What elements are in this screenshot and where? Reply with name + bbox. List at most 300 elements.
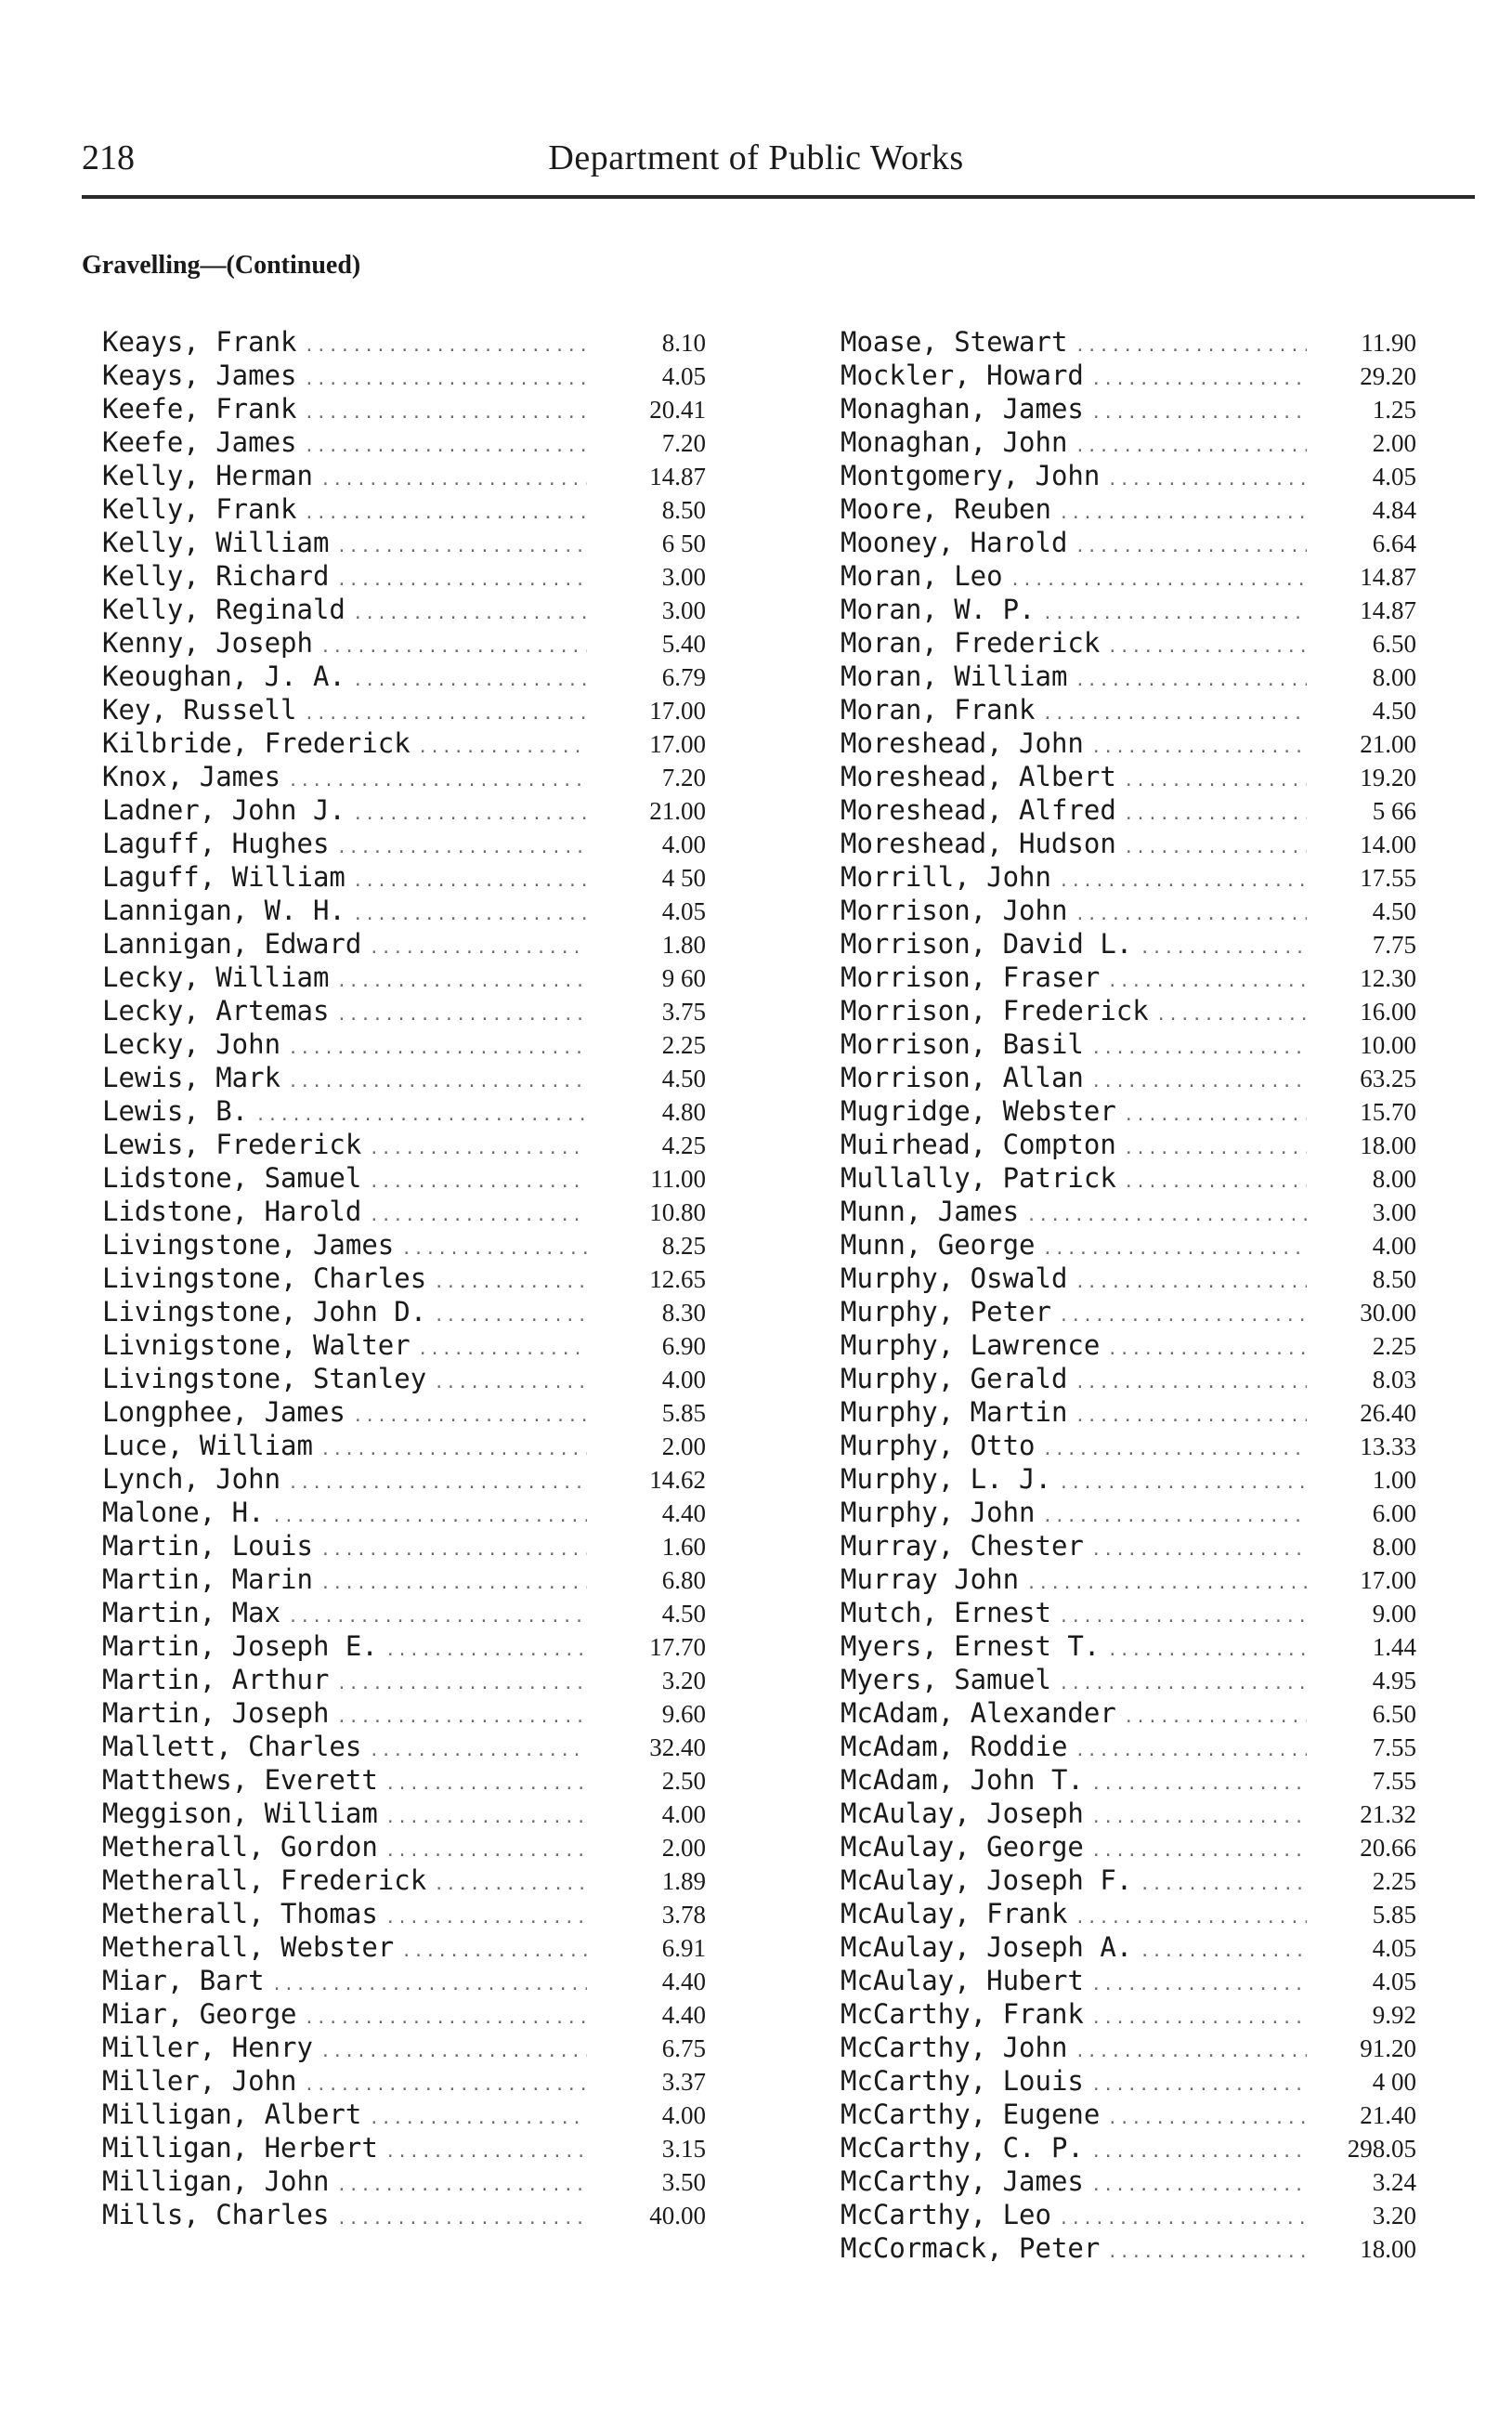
payment-amount: 7.55 [1372, 1733, 1416, 1761]
payment-amount: 10.80 [649, 1198, 706, 1226]
dot-leader [336, 965, 587, 999]
payment-amount: 2.25 [1372, 1867, 1416, 1895]
payment-amount: 8.03 [1372, 1366, 1416, 1393]
payee-name: Mills, Charles [102, 2199, 330, 2230]
payee-name: Moran, W. P. [841, 594, 1036, 625]
payment-amount: 4.05 [1372, 1968, 1416, 1995]
payee-name: Meggison, William [102, 1798, 378, 1829]
payee-name: Moreshead, John [841, 727, 1084, 759]
payment-amount: 3.20 [1372, 2202, 1416, 2229]
dot-leader [1091, 731, 1307, 765]
dot-leader [336, 999, 587, 1032]
dot-leader [353, 597, 587, 631]
payee-name: Metherall, Frederick [102, 1864, 427, 1896]
dot-leader [401, 1233, 587, 1266]
payment-amount: 4.05 [1372, 1934, 1416, 1962]
payment-amount: 2.25 [1372, 1332, 1416, 1360]
payment-amount: 7.20 [661, 429, 706, 457]
dot-leader [1075, 430, 1307, 464]
list-item [841, 559, 1416, 593]
payment-amount: 5.40 [661, 630, 706, 658]
list-item [841, 1094, 1416, 1128]
list-item [841, 961, 1416, 994]
dot-leader [418, 1333, 587, 1366]
dot-leader [1107, 1333, 1307, 1366]
payment-amount: 4.25 [661, 1131, 706, 1159]
payee-name: McAulay, Frank [841, 1898, 1068, 1929]
payee-name: Keefe, Frank [102, 393, 297, 425]
dot-leader [1043, 1433, 1307, 1467]
list-item [102, 894, 706, 927]
list-item [102, 559, 706, 593]
list-item [841, 1830, 1416, 1863]
list-item [102, 1094, 706, 1128]
payment-amount: 8.50 [1372, 1265, 1416, 1293]
payee-name: McAulay, Joseph F. [841, 1864, 1133, 1896]
dot-leader [1124, 1099, 1307, 1132]
payee-name: Murphy, Peter [841, 1296, 1051, 1327]
dot-leader [1075, 664, 1307, 698]
payment-amount: 4.50 [1372, 697, 1416, 725]
dot-leader [320, 1433, 587, 1467]
list-item [102, 961, 706, 994]
dot-leader [1124, 798, 1307, 831]
list-item [841, 2131, 1416, 2164]
payee-name: McAulay, George [841, 1831, 1084, 1863]
payment-amount: 8.30 [661, 1299, 706, 1327]
payee-name: McAdam, Roddie [841, 1731, 1068, 1762]
left-column [102, 325, 706, 2231]
dot-leader [305, 2002, 587, 2035]
payment-amount: 12.65 [649, 1265, 706, 1293]
payment-amount: 4.40 [661, 2001, 706, 2029]
payment-amount: 2.50 [661, 1767, 706, 1795]
list-item [102, 1027, 706, 1061]
list-item [102, 1863, 706, 1897]
dot-leader [336, 2203, 587, 2236]
payment-amount: 4.00 [661, 1800, 706, 1828]
payment-amount: 17.00 [1360, 1566, 1416, 1594]
list-item [102, 1362, 706, 1395]
dot-leader [1075, 1734, 1307, 1768]
payee-name: Muirhead, Compton [841, 1129, 1116, 1160]
payee-name: Murphy, Oswald [841, 1262, 1068, 1294]
payment-amount: 14.87 [1360, 596, 1416, 624]
payee-name: Miller, Henry [102, 2032, 313, 2063]
dot-leader [288, 1467, 587, 1500]
dot-leader [1124, 831, 1307, 865]
list-item [841, 860, 1416, 894]
payment-amount: 6 50 [661, 530, 706, 557]
dot-leader [1124, 1132, 1307, 1166]
list-item [841, 693, 1416, 726]
payee-name: McAdam, Alexander [841, 1697, 1116, 1729]
payee-name: Livingstone, John D. [102, 1296, 427, 1327]
list-item [841, 1128, 1416, 1161]
list-item [841, 1228, 1416, 1262]
dot-leader [369, 2102, 587, 2136]
payment-amount: 4.00 [661, 1366, 706, 1393]
payee-name: McCarthy, Frank [841, 1998, 1084, 2030]
list-item [102, 1462, 706, 1496]
list-item [102, 325, 706, 359]
list-item [102, 1930, 706, 1964]
list-item [102, 793, 706, 827]
payee-name: Morrison, David L. [841, 928, 1133, 960]
list-item [841, 2098, 1416, 2131]
payment-amount: 19.20 [1360, 764, 1416, 791]
payment-amount: 9.00 [1372, 1600, 1416, 1628]
dot-leader [1091, 2002, 1307, 2035]
payment-amount: 3.24 [1372, 2168, 1416, 2196]
dot-leader [1107, 2236, 1307, 2269]
payment-amount: 4.50 [1372, 897, 1416, 925]
payment-amount: 6.00 [1372, 1499, 1416, 1527]
list-item [102, 425, 706, 459]
list-item [102, 2031, 706, 2064]
payment-amount: 4 50 [661, 864, 706, 892]
payment-amount: 3.20 [661, 1667, 706, 1694]
payment-amount: 15.70 [1360, 1098, 1416, 1126]
payment-amount: 6.75 [661, 2034, 706, 2062]
list-item [841, 593, 1416, 626]
list-item [102, 1997, 706, 2031]
list-item [841, 1797, 1416, 1830]
dot-leader [434, 1366, 587, 1400]
dot-leader [434, 1300, 587, 1333]
list-item [841, 1462, 1416, 1496]
list-item [102, 1295, 706, 1328]
payment-amount: 9 60 [661, 964, 706, 992]
payment-amount: 8.50 [661, 496, 706, 524]
list-item [841, 1027, 1416, 1061]
payee-name: Keefe, James [102, 426, 297, 458]
payee-name: Kilbride, Frederick [102, 727, 411, 759]
list-item [841, 894, 1416, 927]
dot-leader [336, 1667, 587, 1701]
payment-amount: 9.92 [1372, 2001, 1416, 2029]
payee-name: Myers, Ernest T. [841, 1630, 1101, 1662]
payee-name: Laguff, William [102, 861, 345, 893]
dot-leader [353, 865, 587, 898]
payment-amount: 21.40 [1360, 2101, 1416, 2129]
dot-leader [1091, 1032, 1307, 1066]
dot-leader [288, 1066, 587, 1099]
dot-leader [1026, 1199, 1307, 1233]
list-item [102, 1161, 706, 1195]
payment-amount: 5.85 [1372, 1901, 1416, 1929]
payment-amount: 4.95 [1372, 1667, 1416, 1694]
dot-leader [1091, 1968, 1307, 2002]
list-item [102, 1195, 706, 1228]
dot-leader [385, 1768, 587, 1801]
payment-amount: 8.00 [1372, 1165, 1416, 1193]
payee-name: Murphy, Otto [841, 1430, 1036, 1461]
payment-amount: 4.40 [661, 1968, 706, 1995]
list-item [102, 359, 706, 392]
payment-amount: 8.10 [661, 329, 706, 357]
dot-leader [1075, 530, 1307, 564]
payee-name: Monaghan, James [841, 393, 1084, 425]
dot-leader [385, 1634, 587, 1667]
list-item [102, 1730, 706, 1763]
list-item [841, 359, 1416, 392]
list-item [102, 726, 706, 760]
dot-leader [1140, 1935, 1307, 1968]
dot-leader [369, 932, 587, 965]
dot-leader [320, 2035, 587, 2069]
dot-leader [1075, 1400, 1307, 1433]
dot-leader [336, 530, 587, 564]
payment-amount: 8.00 [1372, 1533, 1416, 1561]
running-title: Department of Public Works [548, 138, 964, 177]
payment-amount: 3.15 [661, 2135, 706, 2163]
payment-amount: 2.00 [661, 1834, 706, 1862]
list-item [841, 459, 1416, 492]
dot-leader [369, 1734, 587, 1768]
list-item [841, 1328, 1416, 1362]
list-item [102, 927, 706, 961]
payee-name: Murphy, Gerald [841, 1363, 1068, 1394]
list-item [102, 860, 706, 894]
payment-amount: 17.00 [649, 730, 706, 758]
payment-amount: 12.30 [1360, 964, 1416, 992]
list-item [102, 760, 706, 793]
list-item [841, 626, 1416, 660]
dot-leader [1010, 564, 1307, 597]
payment-amount: 13.33 [1360, 1432, 1416, 1460]
dot-leader [1059, 497, 1307, 530]
payee-name: Milligan, John [102, 2165, 330, 2197]
payee-name: Livingstone, Charles [102, 1262, 427, 1294]
payee-name: Myers, Samuel [841, 1664, 1051, 1695]
list-item [102, 1529, 706, 1563]
payee-name: Morrison, Fraser [841, 961, 1101, 993]
payment-amount: 29.20 [1360, 362, 1416, 390]
list-item [102, 492, 706, 526]
payment-amount: 6.50 [1372, 630, 1416, 658]
payment-amount: 4.00 [1372, 1232, 1416, 1260]
dot-leader [1107, 2102, 1307, 2136]
payee-name: Martin, Marin [102, 1563, 313, 1595]
list-item [841, 2198, 1416, 2231]
payment-amount: 3.37 [661, 2068, 706, 2096]
dot-leader [1156, 999, 1307, 1032]
list-item [102, 1563, 706, 1596]
list-item [102, 1596, 706, 1629]
list-item [841, 1161, 1416, 1195]
right-column [841, 325, 1416, 2265]
dot-leader [1091, 2169, 1307, 2203]
payment-amount: 8.25 [661, 1232, 706, 1260]
payment-amount: 4.05 [661, 362, 706, 390]
payment-amount: 4.50 [661, 1600, 706, 1628]
payee-name: Moran, Frederick [841, 627, 1101, 659]
dot-leader [1075, 1366, 1307, 1400]
payment-amount: 7.55 [1372, 1767, 1416, 1795]
payment-amount: 2.25 [661, 1031, 706, 1059]
payee-name: Mugridge, Webster [841, 1095, 1116, 1127]
list-item [102, 526, 706, 559]
payee-name: Moran, Leo [841, 560, 1003, 592]
list-item [841, 1730, 1416, 1763]
payee-name: Miar, Bart [102, 1965, 265, 1996]
payee-name: Lidstone, Harold [102, 1196, 362, 1227]
payee-name: Murray, Chester [841, 1530, 1084, 1562]
list-item [841, 2231, 1416, 2265]
list-item [841, 1563, 1416, 1596]
dot-leader [434, 1266, 587, 1300]
dot-leader [1091, 1768, 1307, 1801]
dot-leader [320, 631, 587, 664]
payee-name: Murphy, John [841, 1497, 1036, 1528]
dot-leader [320, 1534, 587, 1567]
list-item [102, 1429, 706, 1462]
payment-amount: 20.41 [649, 396, 706, 424]
list-item [102, 626, 706, 660]
list-item [102, 1797, 706, 1830]
list-item [841, 726, 1416, 760]
dot-leader [305, 330, 587, 363]
payee-name: Lecky, John [102, 1028, 281, 1060]
dot-leader [1075, 1266, 1307, 1300]
payment-amount: 11.00 [650, 1165, 706, 1193]
payee-name: Kelly, Frank [102, 493, 297, 525]
payment-amount: 63.25 [1360, 1065, 1416, 1092]
list-item [102, 693, 706, 726]
payee-name: Moore, Reuben [841, 493, 1051, 525]
dot-leader [336, 2169, 587, 2203]
payee-name: Monaghan, John [841, 426, 1068, 458]
payment-amount: 6.64 [1372, 530, 1416, 557]
payee-name: Martin, Joseph E. [102, 1630, 378, 1662]
payee-name: Malone, H. [102, 1497, 265, 1528]
payee-name: Lewis, Frederick [102, 1129, 362, 1160]
payee-name: Moreshead, Albert [841, 761, 1116, 792]
list-item [102, 593, 706, 626]
payment-amount: 6.50 [1372, 1700, 1416, 1728]
payee-name: Mutch, Ernest [841, 1597, 1051, 1628]
payment-amount: 17.55 [1360, 864, 1416, 892]
dot-leader [1091, 1801, 1307, 1835]
list-item [841, 1362, 1416, 1395]
list-item [841, 927, 1416, 961]
payee-name: Munn, George [841, 1229, 1036, 1261]
payment-amount: 16.00 [1360, 998, 1416, 1026]
payee-name: Lecky, William [102, 961, 330, 993]
list-item [841, 1295, 1416, 1328]
list-item [102, 1395, 706, 1429]
dot-leader [369, 1166, 587, 1199]
payee-name: Martin, Joseph [102, 1697, 330, 1729]
payee-name: Kenny, Joseph [102, 627, 313, 659]
list-item [102, 1696, 706, 1730]
payee-name: Mockler, Howard [841, 360, 1084, 391]
payee-name: Keays, James [102, 360, 297, 391]
payee-name: Martin, Max [102, 1597, 281, 1628]
list-item [841, 2064, 1416, 2098]
dot-leader [272, 1968, 587, 2002]
payment-amount: 3.75 [661, 998, 706, 1026]
payee-name: Miar, George [102, 1998, 297, 2030]
list-item [841, 793, 1416, 827]
payee-name: McAulay, Hubert [841, 1965, 1084, 1996]
dot-leader [1140, 932, 1307, 965]
list-item [841, 526, 1416, 559]
payee-name: Murphy, L. J. [841, 1463, 1051, 1495]
payment-amount: 9.60 [661, 1700, 706, 1728]
dot-leader [353, 898, 587, 932]
payee-name: Mallett, Charles [102, 1731, 362, 1762]
payee-name: Kelly, Reginald [102, 594, 345, 625]
dot-leader [336, 831, 587, 865]
list-item [841, 1529, 1416, 1563]
payee-name: Moreshead, Hudson [841, 828, 1116, 859]
list-item [841, 994, 1416, 1027]
dot-leader [434, 1868, 587, 1902]
list-item [841, 760, 1416, 793]
payee-name: McAulay, Joseph A. [841, 1931, 1133, 1963]
dot-leader [385, 2136, 587, 2169]
list-item [841, 492, 1416, 526]
payee-name: Lannigan, Edward [102, 928, 362, 960]
dot-leader [369, 1132, 587, 1166]
dot-leader [1091, 397, 1307, 430]
dot-leader [1124, 765, 1307, 798]
dot-leader [320, 1567, 587, 1601]
payment-amount: 1.89 [661, 1867, 706, 1895]
payment-amount: 14.87 [649, 463, 706, 490]
list-item [102, 1763, 706, 1797]
dot-leader [1091, 363, 1307, 397]
list-item [102, 827, 706, 860]
dot-leader [1075, 2035, 1307, 2069]
payee-name: Murphy, Lawrence [841, 1329, 1101, 1361]
dot-leader [353, 664, 587, 698]
payment-amount: 4.50 [661, 1065, 706, 1092]
dot-leader [418, 731, 587, 765]
payment-amount: 3.00 [661, 596, 706, 624]
payee-name: Lynch, John [102, 1463, 281, 1495]
payment-amount: 3.00 [661, 563, 706, 591]
dot-leader [1091, 1066, 1307, 1099]
payee-name: McCarthy, John [841, 2032, 1068, 2063]
payee-name: Moran, William [841, 660, 1068, 692]
payment-amount: 1.44 [1372, 1633, 1416, 1661]
payee-name: Milligan, Herbert [102, 2132, 378, 2164]
payment-amount: 26.40 [1360, 1399, 1416, 1427]
dot-leader [1059, 865, 1307, 898]
payee-name: Murray John [841, 1563, 1020, 1595]
payment-amount: 8.00 [1372, 663, 1416, 691]
payee-name: Matthews, Everett [102, 1764, 378, 1796]
dot-leader [305, 430, 587, 464]
payee-name: Lannigan, W. H. [102, 895, 345, 926]
payment-amount: 14.00 [1360, 830, 1416, 858]
list-item [102, 1128, 706, 1161]
payee-name: Mullally, Patrick [841, 1162, 1116, 1194]
payment-amount: 4.05 [661, 897, 706, 925]
dot-leader [1107, 1634, 1307, 1667]
list-item [102, 994, 706, 1027]
payment-amount: 10.00 [1360, 1031, 1416, 1059]
payment-amount: 17.00 [649, 697, 706, 725]
list-item [841, 1195, 1416, 1228]
payee-name: Livingstone, James [102, 1229, 395, 1261]
payee-name: Livnigstone, Walter [102, 1329, 411, 1361]
list-item [841, 1395, 1416, 1429]
dot-leader [305, 397, 587, 430]
